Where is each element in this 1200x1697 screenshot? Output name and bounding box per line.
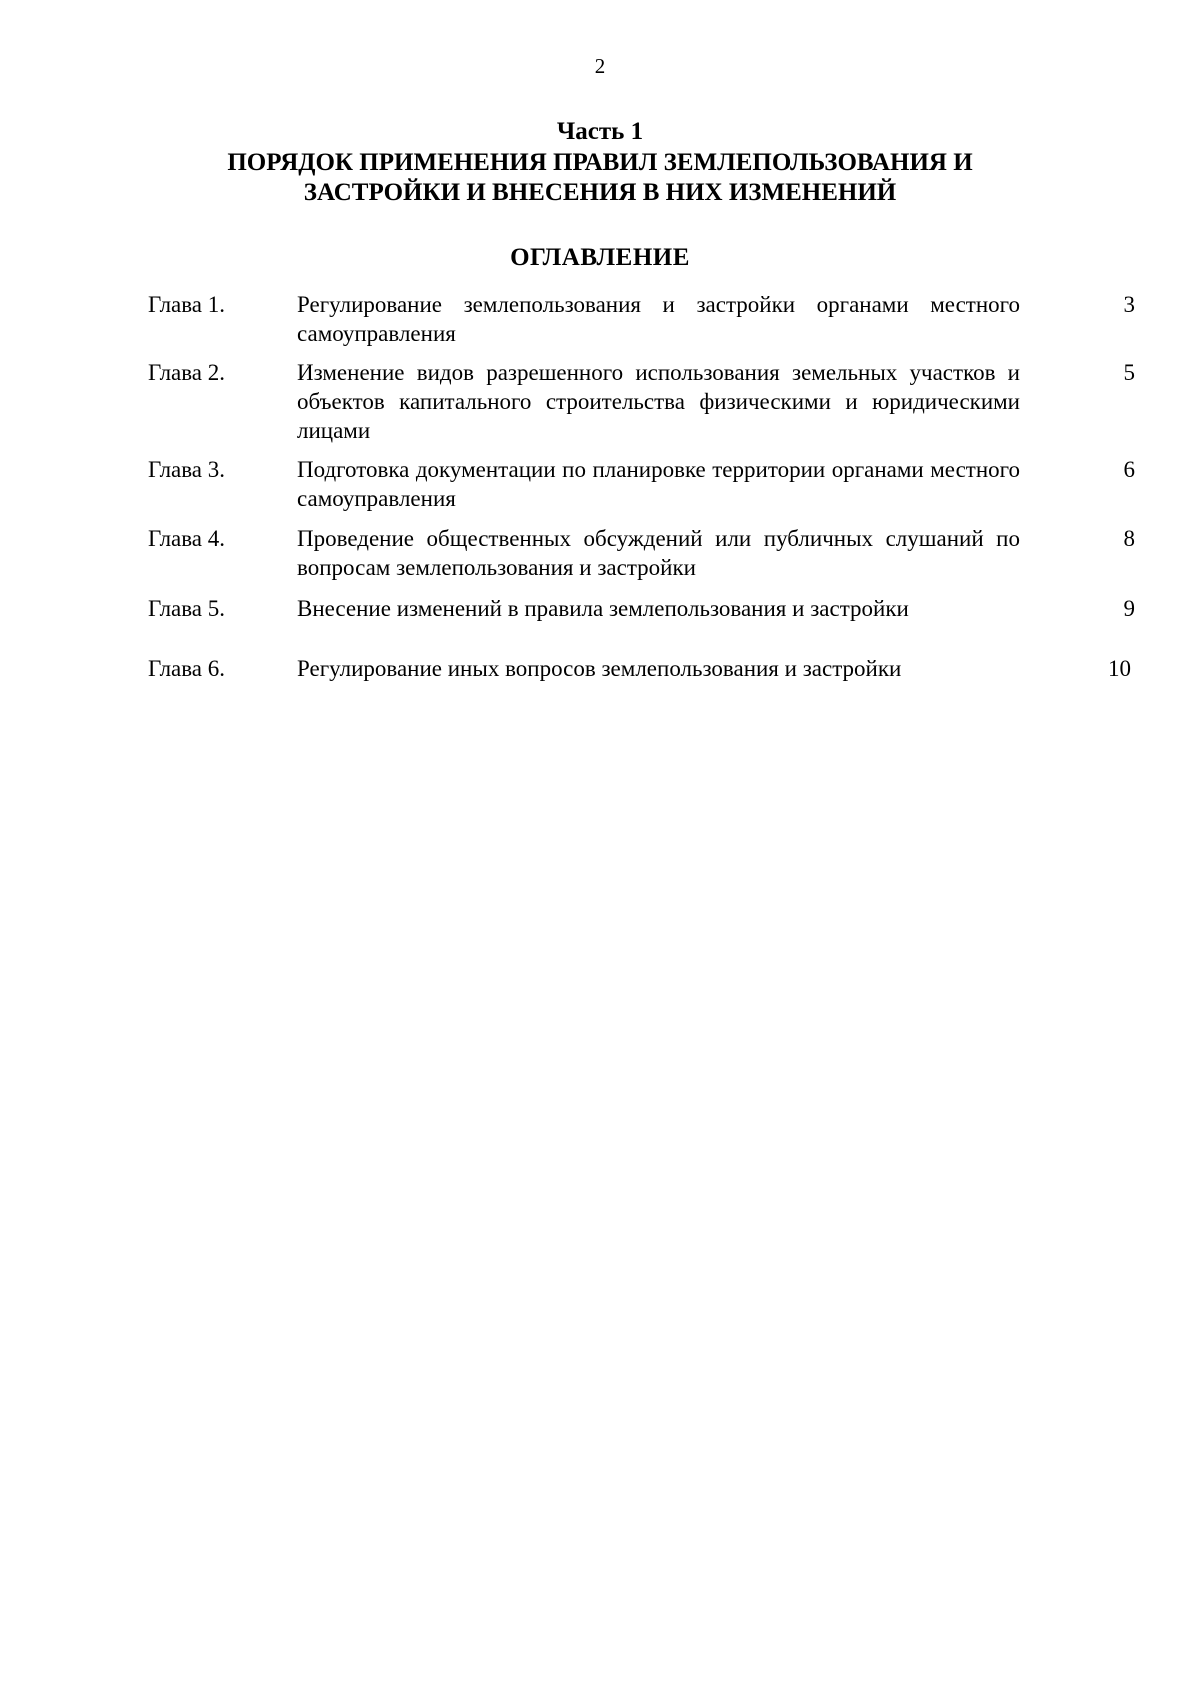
toc-chapter-number: Глава 4. xyxy=(148,526,226,551)
toc-chapter-title: Внесение изменений в правила землепользования и застройки xyxy=(297,596,909,621)
toc-page-number: 9 xyxy=(1123,596,1135,621)
toc-page-number: 10 xyxy=(1108,656,1131,681)
toc-heading: ОГЛАВЛЕНИЕ xyxy=(510,244,690,271)
toc-chapter-title: Проведение общественных обсуждений или публичных слушаний по вопросам землепользования и застройки xyxy=(297,526,1020,580)
toc-page-number: 6 xyxy=(1123,457,1135,482)
toc-chapter-title: Изменение видов разрешенного использования земельных участков и объектов капитального строительства физическими и юридическими лицами xyxy=(297,360,1020,443)
toc-chapter-title: Регулирование землепользования и застройки органами местного самоуправления xyxy=(297,292,1020,346)
toc-chapter-number: Глава 3. xyxy=(148,457,226,482)
toc-chapter-number: Глава 2. xyxy=(148,360,226,385)
toc-chapter-title: Регулирование иных вопросов землепользования и застройки xyxy=(297,656,902,681)
toc-chapter-number: Глава 1. xyxy=(148,292,226,317)
part-title: ПОРЯДОК ПРИМЕНЕНИЯ ПРАВИЛ ЗЕМЛЕПОЛЬЗОВАНИЯ И ЗАСТРОЙКИ И ВНЕСЕНИЯ В НИХ ИЗМЕНЕНИЙ xyxy=(227,149,973,206)
toc-chapter-number: Глава 5. xyxy=(148,596,226,621)
toc-page-number: 3 xyxy=(1123,292,1135,317)
toc-chapter-number: Глава 6. xyxy=(148,656,226,681)
part-label: Часть 1 xyxy=(556,118,644,145)
toc-page-number: 5 xyxy=(1123,360,1135,385)
page-number: 2 xyxy=(594,54,606,78)
toc-page-number: 8 xyxy=(1123,526,1135,551)
toc-chapter-title: Подготовка документации по планировке территории органами местного самоуправления xyxy=(297,457,1020,511)
